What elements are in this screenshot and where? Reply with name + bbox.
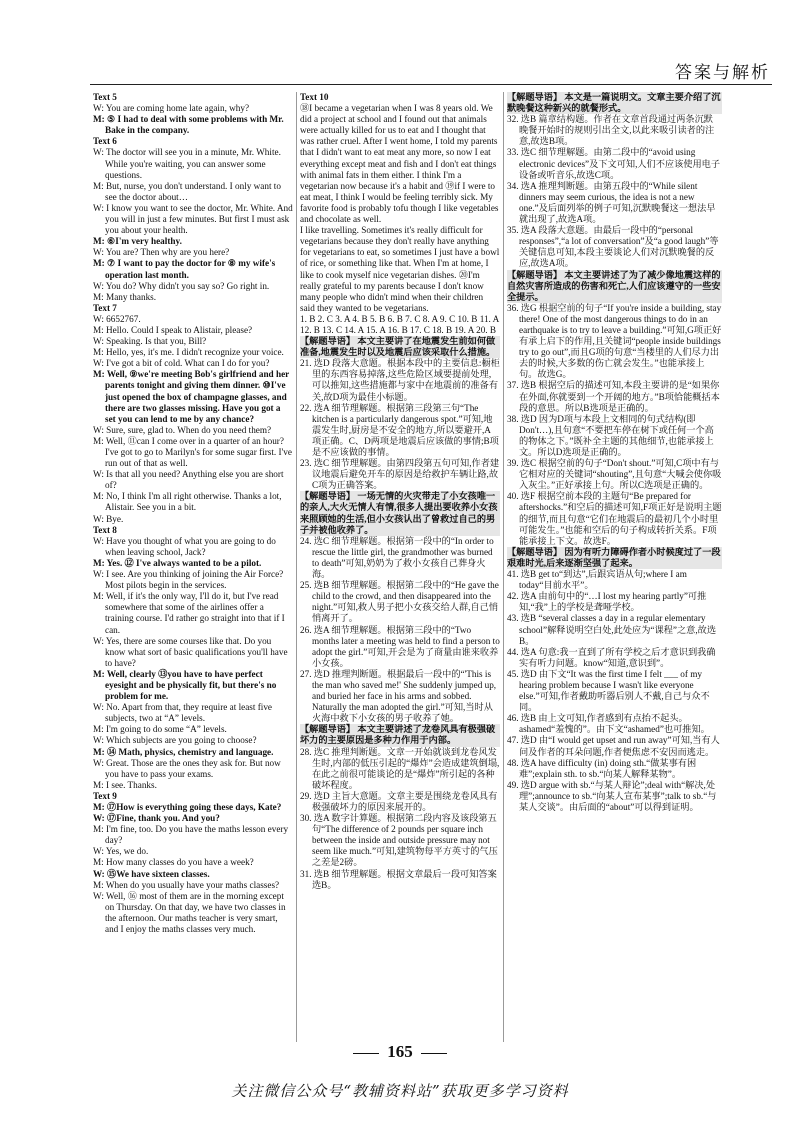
- text-line: M: ⑰How is everything going these days, Kate?: [93, 802, 282, 812]
- text-line: M: Hello, yes, it's me. I didn't recognize your voice.: [93, 347, 284, 358]
- text-line: 38. 选D 因为D项与本段上文相同的句式结构(即Don't…),且句意“不要把车停在树下或任何一个高的物体之下。”既补全主题的其他细节,也能承接上文。所以D选项是正确的。: [507, 413, 714, 457]
- text-line: M: I'm fine, too. Do you have the maths lesson every day?: [93, 824, 289, 846]
- text-line: 47. 选D 由“I would get upset and run away”可知,当有人问及作者的耳朵问题,作者便焦虑不安因而逃走。: [507, 735, 720, 757]
- text-line: W: You do? Why didn't you say so? Go right in.: [93, 280, 270, 291]
- column-left: [93, 92, 293, 1048]
- text-line: M: But, nurse, you don't understand. I only want to see the doctor about…: [93, 180, 281, 202]
- text-line: 26. 选A 细节理解题。根据第三段中的“Two months later a meeting was held to find a person to adopt the girl.”可知,开会是为了商量由谁来收养小女孩。: [300, 624, 500, 668]
- text-line: W: Have you thought of what you are going to do when leaving school, Jack?: [93, 535, 276, 557]
- text-line: 33. 选C 细节理解题。由第二段中的“avoid using electronic devices”及下文可知,人们不应该使用电子设备或听音乐,故选C项。: [507, 147, 721, 180]
- column-divider: [296, 92, 297, 1042]
- text-line: W: Which subjects are you going to choose?: [93, 735, 257, 746]
- text-line: W: Speaking. Is that you, Bill?: [93, 336, 207, 347]
- page-number: 165: [0, 1042, 800, 1062]
- guide-paragraph: 【解题导语】 本文主要讲述了龙卷风具有极强破坏力的主要原因是多种力作用于内部。: [300, 724, 500, 746]
- text-line: ⑱I became a vegetarian when I was 8 years old. We did a project at school and I found out that animals were actually killed for us to eat and I thought that was rather cruel. After I went home, I told my parents that I didn't want to eat meat any more, so now I eat everything except meat and fish and I don't eat things with animal fats in them either. I think I'm a vegetarian now because it's a habit and ⑲if I were to eat meat, I think I would be feeling terribly sick. My favorite food is probably tofu though I like vegetables and chocolate as well.: [300, 103, 499, 225]
- header-rule: [90, 84, 772, 85]
- text-line: W: I see. Are you thinking of joining the Air Force? Most pilots begin in the services.: [93, 569, 284, 591]
- text-line: M: I see. Thanks.: [93, 779, 157, 790]
- text-line: 43. 选B “several classes a day in a regular elementary school”解释说明空白处,此处应为“课程”之意,故选B。: [507, 613, 717, 646]
- text-line: W: Sure, sure, glad to. When do you need them?: [93, 424, 272, 435]
- text-line: 39. 选C 根据空前的句子“Don't shout.”可知,C项中有与它相对应的关键词“shouting”,且句意“大喊会使你吸入灰尘。”正好承接上句。所以C选项是正确的。: [507, 458, 722, 491]
- text-line: M: ⑭ Math, physics, chemistry and language.: [93, 746, 274, 757]
- text-line: 32. 选B 篇章结构题。作者在文章首段通过两条沉默晚餐开始时的规则引出全文,以此来吸引读者的注意,故选B项。: [507, 114, 715, 147]
- guide-paragraph: 【解题导语】 本文是一篇说明文。文章主要介绍了沉默晚餐这种新兴的就餐形式。: [507, 92, 721, 114]
- text-line: M: How many classes do you have a week?: [93, 857, 254, 868]
- footer-note: 关注微信公众号“教辅资料站”获取更多学习资料: [231, 1082, 569, 1100]
- section-heading: Text 7: [93, 302, 117, 313]
- text-line: 34. 选A 推理判断题。由第五段中的“While silent dinners may seem curious, the idea is not a new one.”及后面列举的例子可知,沉默晚餐这一想法早就出现了,故选A项。: [507, 180, 716, 225]
- column-divider: [503, 92, 504, 1042]
- text-line: M: Yes. ⑫ I've always wanted to be a pilot.: [93, 557, 262, 568]
- text-line: W: ⑰Fine, thank you. And you?: [93, 813, 220, 824]
- text-line: 37. 选B 根据空后的描述可知,本段主要讲的是“如果你在外面,你就要到一个开阔的地方。”B项恰能概括本段的意思。所以B选项是正确的。: [507, 380, 720, 413]
- text-line: 46. 选B 由上文可知,作者感到有点抬不起头。ashamed“羞愧的”。由下文“ashamed”也可推知。: [507, 713, 710, 735]
- text-line: 1. B 2. C 3. A 4. B 5. B 6. B 7. C 8. A 9. C 10. B 11. A 12. B 13. C 14. A 15. A 16. B 17. C 18. B 19. A 20. B: [300, 313, 499, 335]
- section-heading: Text 9: [93, 790, 117, 801]
- text-line: 36. 选G 根据空前的句子“If you're inside a building, stay there! One of the most dangerous things to do in an earthquake is to try to leave a building.”可知,G项正好有承上启下的作用,且关键词“people inside buildings try to go out”,而且G项的句意“当楼里的人们尽力出去的时候,大多数的伤亡就会发生。”也能承接上句。故选G。: [507, 302, 722, 380]
- text-line: W: Bye.: [93, 513, 124, 524]
- text-line: M: Well, if it's the only way, I'll do it, but I've read somewhere that some of the airlines offer a training course. I'd rather go straight into that if I can.: [93, 591, 285, 635]
- text-line: 35. 选A 段落大意题。由最后一段中的“personal responses”,“a lot of conversation”及“a good laugh”等关键信息可知,本段主要谈论人们对沉默晚餐的反应,故选A项。: [507, 225, 719, 269]
- text-line: W: I've got a bit of cold. What can I do for you?: [93, 358, 270, 369]
- text-line: M: ⑥I'm very healthy.: [93, 236, 182, 247]
- text-line: 48. 选A have difficulty (in) doing sth.“做某事有困难”;explain sth. to sb.“向某人解释某物”。: [507, 757, 697, 779]
- text-line: M: Hello. Could I speak to Alistair, please?: [93, 324, 253, 335]
- text-line: M: ⑤ I had to deal with some problems with Mr. Bake in the company.: [93, 114, 284, 136]
- text-line: 25. 选B 细节理解题。根据第二段中的“He gave the child to the crowd, and then disappeared into the night.”可知,救人男子把小女孩交给人群,自己悄悄离开了。: [300, 580, 499, 624]
- text-line: 29. 选D 主旨大意题。文章主要是围绕龙卷风具有极强破坏力的原因来展开的。: [300, 790, 498, 812]
- text-line: W: No. Apart from that, they require at least five subjects, two at “A” levels.: [93, 702, 273, 724]
- text-line: W: Yes, there are some courses like that. Do you know what sort of basic qualifications you'll have to have?: [93, 635, 288, 668]
- text-line: 41. 选B get to“到达”,后跟宾语从句;where I am today“目前水平”。: [507, 569, 687, 591]
- text-line: 28. 选C 推理判断题。文章一开始就谈到龙卷风发生时,内部的低压引起的“爆炸”会造成建筑倒塌,在此之前很可能谈论的是“爆炸”所引起的各种破坏程度。: [300, 746, 500, 790]
- text-line: W: The doctor will see you in a minute, Mr. White. While you're waiting, you can answer some questions.: [93, 147, 281, 180]
- text-line: 31. 选B 细节理解题。根据文章最后一段可知答案选B。: [300, 868, 497, 890]
- text-line: M: Well, clearly ⑬you have to have perfect eyesight and be physically fit, but there's no problem for me.: [93, 668, 277, 702]
- guide-paragraph: 【解题导语】 一场无情的火灾带走了小女孩唯一的亲人,大火无情人有情,很多人提出要收养小女孩来照顾她的生活,但小女孩认出了曾救过自己的男子并被他收养了。: [300, 491, 500, 535]
- text-line: W: Yes, we do.: [93, 846, 149, 857]
- text-line: 44. 选A 句意:我一直到了所有学校之后才意识到我确实有听力问题。know“知道,意识到”。: [507, 646, 716, 668]
- text-line: M: No, I think I'm all right otherwise. Thanks a lot, Alistair. See you in a bit.: [93, 491, 282, 513]
- text-line: I like travelling. Sometimes it's really difficult for vegetarians because they don't really have anything for vegetarians to eat, so sometimes I just have a bowl of rice, or something like that. When I'm at home, I like to cook myself nice vegetarian dishes. ⑳I'm really grateful to my parents because I don't know many people who didn't mind when their children said they wanted to be vegetarians.: [300, 225, 500, 313]
- text-line: M: Well, ⑨we're meeting Bob's girlfriend and her parents tonight and giving them dinner. ⑩I've just opened the box of champagne glasses, and there are two glasses missing. Have you got a set you can lend to me by any chance?: [93, 369, 290, 424]
- text-line: 27. 选D 推理判断题。根据最后一段中的“'This is the man who saved me!' She suddenly jumped up, and buried her face in his arms and sobbed. Naturally the man adopted the girl.”可知,当时从火海中救下小女孩的男子收养了她。: [300, 668, 497, 724]
- section-heading: Text 5: [93, 92, 117, 102]
- text-line: W: 6652767.: [93, 313, 141, 324]
- text-line: M: I'm going to do some “A” levels.: [93, 724, 227, 735]
- text-line: M: Well, ⑪can I come over in a quarter of an hour? I've got to go to Marilyn's for some sugar first. I've run out of that as well.: [93, 435, 292, 469]
- text-line: 21. 选D 段落大意题。根据本段中的主要信息:橱柜里的东西容易掉落,这些危险区域要提前处理,可以推知,这些措施都与家中在地震前的准备有关,故D项为最佳小标题。: [300, 358, 500, 402]
- guide-paragraph: 【解题导语】 因为有听力障碍作者小时候度过了一段艰难时光,后来逐渐坚强了起来。: [507, 546, 721, 568]
- section-heading: Text 6: [93, 136, 117, 147]
- section-heading: Text 8: [93, 524, 117, 535]
- guide-paragraph: 【解题导语】 本文主要讲了在地震发生前如何做准备,地震发生时以及地震后应该采取什么措施。: [300, 336, 500, 358]
- text-line: W: I know you want to see the doctor, Mr. White. And you will in just a few minutes. But first I must ask you about your health.: [93, 202, 293, 236]
- text-line: 49. 选D argue with sb.“与某人辩论”;deal with“解决,处理”;announce to sb.“向某人宣布某事”;talk to sb.“与某人交谈”。由后面的“about”可以得到证明。: [507, 779, 717, 812]
- text-line: 42. 选A 由前句中的“…I lost my hearing partly”可推知,“我”上的学校是聋哑学校。: [507, 591, 707, 613]
- column-middle: [300, 92, 500, 1048]
- text-line: 45. 选D 由下文“It was the first time I felt ___ of my hearing problem because I wasn't like everyone else.”可知,作者戴助听器后别人不戴,自己与众不同。: [507, 668, 710, 713]
- text-line: W: You are? Then why are you here?: [93, 247, 230, 258]
- text-line: 22. 选A 细节理解题。根据第三段第三句“The kitchen is a particularly dangerous spot.”可知,地震发生时,厨房是不安全的地方,所以要避开,A项正确。C、D两项是地震后应该做的事情;B项是不应该做的事情。: [300, 402, 499, 457]
- text-line: 30. 选A 数字计算题。根据第二段内容及该段第五句“The difference of 2 pounds per square inch between the inside and outside pressure may not seem like much.”可知,建筑物每平方英寸的气压之差是2磅。: [300, 813, 498, 868]
- header-title: 答案与解析: [675, 63, 770, 83]
- text-line: M: ⑦ I want to pay the doctor for ⑧ my wife's operation last month.: [93, 258, 276, 280]
- text-line: 40. 选F 根据空前本段的主题句“Be prepared for aftershocks.”和空后的描述可知,F项正好是说明主题的细节,而且句意“它们在地震后的最初几个小时里可能发生。”也能和空后的句子构成转折关系。F项能承接上下文。故选F。: [507, 491, 722, 546]
- text-line: 24. 选C 细节理解题。根据第一段中的“In order to rescue the little girl, the grandmother was burned to death”可知,奶奶为了救小女孩自己葬身火海。: [300, 535, 494, 580]
- text-line: W: ⑮We have sixteen classes.: [93, 868, 210, 879]
- text-line: W: You are coming home late again, why?: [93, 103, 250, 114]
- section-heading: Text 10: [300, 92, 329, 102]
- text-line: 23. 选C 细节理解题。由第四段第五句可知,作者建议地震后避免开车的原因是给救护车辆让路,故C项为正确答案。: [300, 458, 500, 491]
- text-line: W: Great. Those are the ones they ask for. But now you have to pass your exams.: [93, 757, 281, 779]
- column-right: [507, 92, 722, 1048]
- text-line: W: Well, ⑯ most of them are in the morning except on Thursday. On that day, we have two classes in the afternoon. Our maths teacher is very smart, and I enjoy the maths classes very much.: [93, 890, 286, 935]
- text-line: W: Is that all you need? Anything else you are short of?: [93, 469, 284, 491]
- guide-paragraph: 【解题导语】 本文主要讲述了为了减少像地震这样的自然灾害所造成的伤害和死亡,人们应该遵守的一些安全提示。: [507, 269, 721, 302]
- text-line: M: Many thanks.: [93, 291, 157, 302]
- text-line: M: When do you usually have your maths classes?: [93, 879, 280, 890]
